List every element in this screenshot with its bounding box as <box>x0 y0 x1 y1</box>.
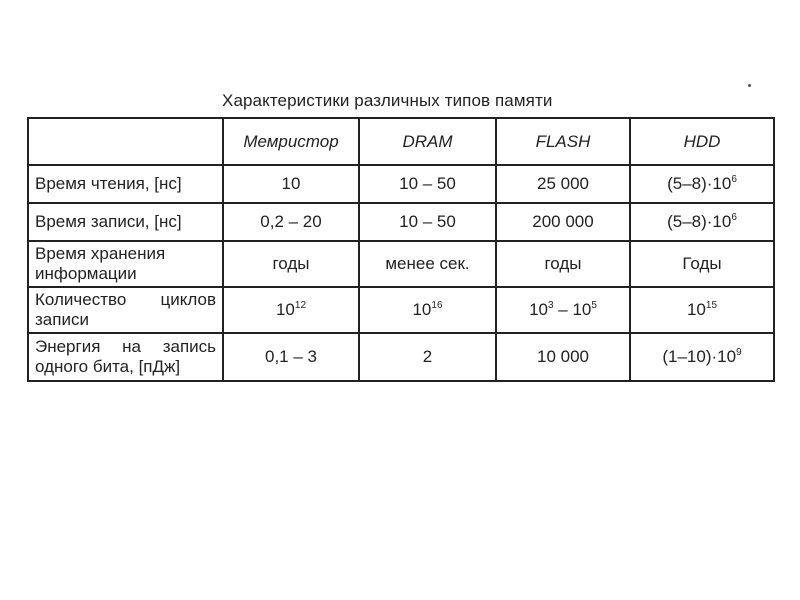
memory-comparison-table <box>27 117 775 382</box>
cell-read-hdd: $(5-8)\cdot 10^6$ <box>630 165 774 203</box>
cell-write-dram: 10 – 50 <box>359 203 496 241</box>
cell-energy-dram: 2 <box>359 333 496 381</box>
cell-cycles-dram: $10^{16}$ <box>359 287 496 333</box>
header-memristor: Мемристор <box>223 118 359 165</box>
table-row <box>28 241 774 287</box>
cell-write-memristor: 0,2 – 20 <box>223 203 359 241</box>
cell-cycles-flash: $10^3 - 10^5$ <box>496 287 630 333</box>
cell-read-flash: 25 000 <box>496 165 630 203</box>
row-label-energy: Энергия на запись одного бита, [пДж] <box>28 333 223 381</box>
row-label-read-time: Время чтения, [нс] <box>28 165 223 203</box>
table-row <box>28 287 774 333</box>
cell-retention-memristor: годы <box>223 241 359 287</box>
header-row <box>28 118 774 165</box>
table-row <box>28 165 774 203</box>
table-caption: Характеристики различных типов памяти <box>222 91 553 110</box>
row-label-write-time: Время записи, [нс] <box>28 203 223 241</box>
header-dram: DRAM <box>359 118 496 165</box>
cell-retention-flash: годы <box>496 241 630 287</box>
header-flash: FLASH <box>496 118 630 165</box>
cell-cycles-hdd: $10^{15}$ <box>630 287 774 333</box>
cell-energy-flash: 10 000 <box>496 333 630 381</box>
cell-energy-hdd: $(1-10)\cdot 10^9$ <box>630 333 774 381</box>
cell-retention-hdd: Годы <box>630 241 774 287</box>
header-corner-cell <box>28 118 223 165</box>
cell-read-dram: 10 – 50 <box>359 165 496 203</box>
cell-energy-memristor: 0,1 – 3 <box>223 333 359 381</box>
row-label-write-cycles: Количество циклов записи <box>28 287 223 333</box>
table-row <box>28 203 774 241</box>
header-hdd: HDD <box>630 118 774 165</box>
cell-write-flash: 200 000 <box>496 203 630 241</box>
cell-cycles-memristor: $10^{12}$ <box>223 287 359 333</box>
cell-retention-dram: менее сек. <box>359 241 496 287</box>
table-row <box>28 333 774 381</box>
cell-read-memristor: 10 <box>223 165 359 203</box>
row-label-retention: Время хранения информации <box>28 241 223 287</box>
stray-dot <box>748 84 751 87</box>
cell-write-hdd: $(5-8)\cdot 10^6$ <box>630 203 774 241</box>
